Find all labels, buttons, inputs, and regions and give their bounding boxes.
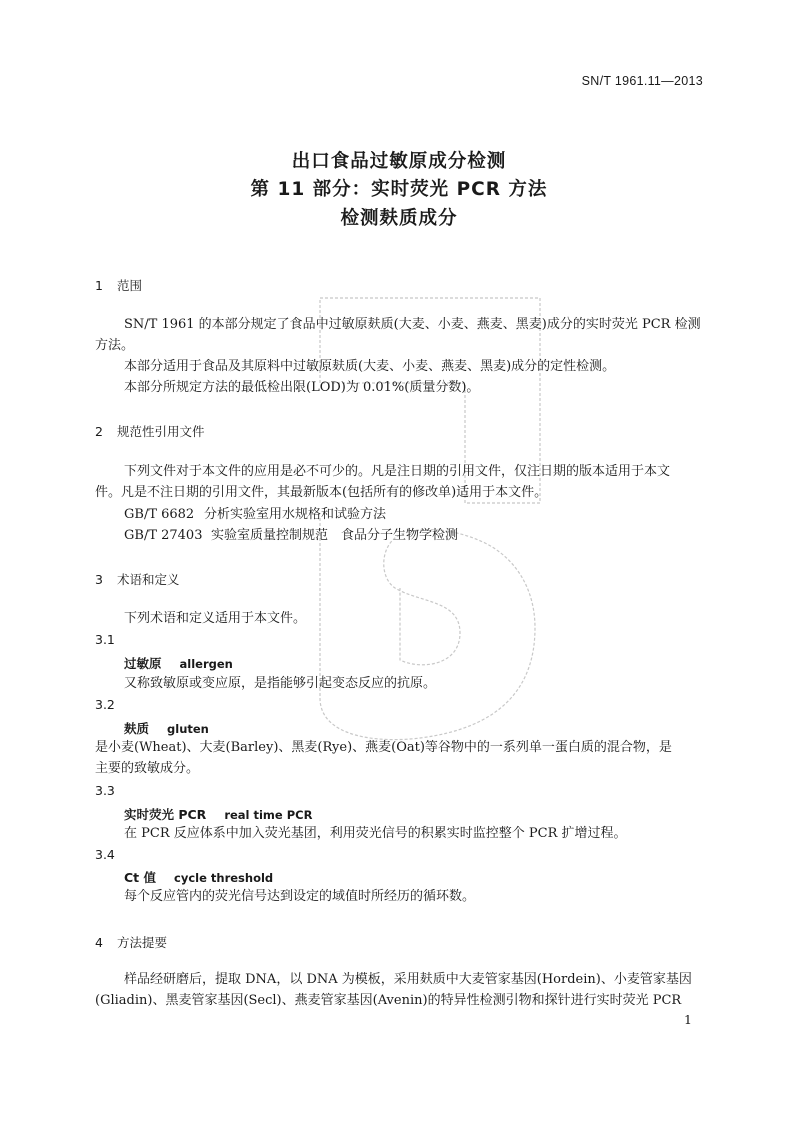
reference-item [124,525,458,547]
paragraph-line: 下列文件对于本文件的应用是必不可少的。凡是注日期的引用文件，仅注日期的版本适用于本文 [124,464,671,479]
term-heading [124,654,233,672]
paragraph-line: 样品经研磨后，提取 DNA，以 DNA 为模板，采用麸质中大麦管家基因(Hordein)、小麦管家基因 [124,972,692,987]
section-number: 3 [95,572,103,587]
paragraph-line: (Gliadin)、黑麦管家基因(Secl)、燕麦管家基因(Avenin)的特异性检测引物和探针进行实时荧光 PCR [95,993,682,1008]
term-english: gluten [167,722,209,736]
term-heading [124,868,273,886]
reference-code: GB/T 27403 [124,528,203,543]
section-1-heading [95,276,142,294]
page-number: 1 [684,1012,692,1027]
term-chinese: Ct 值 [124,870,157,885]
term-definition: 主要的致敏成分。 [95,761,200,776]
section-title: 规范性引用文件 [117,424,205,439]
reference-title: 实验室质量控制规范 食品分子生物学检测 [211,528,459,543]
title-line-1: 出口食品过敏原成分检测 [291,151,507,172]
paragraph-line: 件。凡是不注日期的引用文件，其最新版本(包括所有的修改单)适用于本文件。 [95,485,548,500]
standard-code: SN/T 1961.11—2013 [581,74,703,88]
section-title: 范围 [117,278,143,293]
term-definition: 每个反应管内的荧光信号达到设定的域值时所经历的循环数。 [124,889,476,904]
section-4-heading [95,933,167,951]
section-number: 4 [95,935,103,950]
paragraph-line: 本部分适用于食品及其原料中过敏原麸质(大麦、小麦、燕麦、黑麦)成分的定性检测。 [124,359,616,374]
paragraph-line: 本部分所规定方法的最低检出限(LOD)为 0.01%(质量分数)。 [124,380,480,395]
term-english: allergen [179,657,233,671]
section-title: 方法提要 [117,935,168,950]
reference-title: 分析实验室用水规格和试验方法 [204,507,387,522]
title-line-3: 检测麸质成分 [340,208,458,229]
title-line-2: 第 11 部分：实时荧光 PCR 方法 [250,179,548,200]
term-chinese: 过敏原 [124,656,162,671]
paragraph-line: 方法。 [95,338,135,353]
paragraph-line: SN/T 1961 的本部分规定了食品中过敏原麸质(大麦、小麦、燕麦、黑麦)成分的实时荧光 PCR 检测 [124,317,701,332]
section-2-heading [95,422,205,440]
term-heading [124,805,312,823]
term-chinese: 实时荧光 PCR [124,807,207,822]
term-definition: 又称致敏原或变应原，是指能够引起变态反应的抗原。 [124,676,437,691]
reference-code: GB/T 6682 [124,507,195,522]
term-number: 3.4 [95,847,115,862]
section-number: 2 [95,424,103,439]
section-title: 术语和定义 [117,572,180,587]
term-number: 3.3 [95,783,115,798]
section-number: 1 [95,278,103,293]
term-definition: 是小麦(Wheat)、大麦(Barley)、黑麦(Rye)、燕麦(Oat)等谷物中的一系列单一蛋白质的混合物，是 [95,740,672,755]
section-3-heading [95,570,180,588]
paragraph-line: 下列术语和定义适用于本文件。 [124,611,307,626]
reference-item [124,504,386,526]
term-english: cycle threshold [174,871,274,885]
term-number: 3.2 [95,697,115,712]
term-heading [124,719,209,737]
term-chinese: 麸质 [124,721,150,736]
term-definition: 在 PCR 反应体系中加入荧光基团，利用荧光信号的积累实时监控整个 PCR 扩增过程。 [124,826,627,841]
term-english: real time PCR [224,808,313,822]
term-number: 3.1 [95,632,115,647]
